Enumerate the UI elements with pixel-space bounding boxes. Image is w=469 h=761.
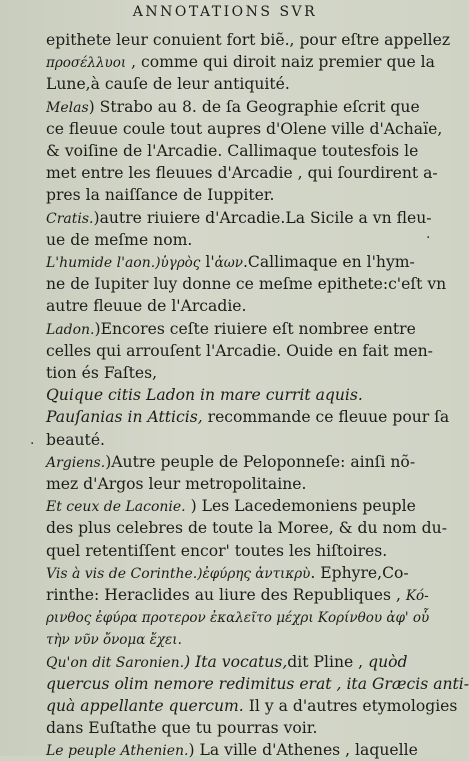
- text-line: [46, 208, 432, 229]
- text-run: , comme qui diroit naiz premier que la: [126, 53, 435, 72]
- text-line: [46, 563, 422, 584]
- text-line: [46, 407, 450, 427]
- text-line: [46, 97, 422, 118]
- text-line: [46, 652, 422, 673]
- text-line: [46, 740, 422, 761]
- text-line: [46, 319, 422, 340]
- greek-text: Κό-: [405, 588, 429, 604]
- text-run: .Callimaque en l'hym-: [242, 253, 415, 271]
- text-line: [46, 541, 422, 561]
- text-run: recommande ce fleuue pour ſa: [202, 408, 450, 427]
- text-run: dit Pline ,: [287, 652, 369, 671]
- text-run: mez d'Argos leur metropolitaine.: [46, 475, 307, 493]
- italic-text: quà appellante quercum.: [46, 697, 244, 715]
- text-run: & voiſine de l'Arcadie. Callimaque toutesfois le: [46, 142, 419, 160]
- text-run: )Encores ceſte riuiere eſt nombree entre: [94, 319, 416, 338]
- text-line: [46, 585, 429, 606]
- text-line: [46, 696, 458, 716]
- text-run: l': [200, 253, 215, 271]
- text-run: dans Euſtathe que tu pourras voir.: [46, 719, 318, 738]
- text-run: ne de Iupiter luy donne ce meſme epithete:c'eſt vn: [46, 275, 447, 294]
- text-line: [46, 341, 433, 361]
- greek-text: ρινθος ἐφύρα προτερον ἐκαλεῖτο μέχρι Κορίνθου ἀφ' οὗ: [46, 610, 430, 627]
- italic-text: Cratis.: [46, 210, 94, 227]
- text-run: ce fleuue coule tout aupres d'Olene ville d'Achaïe,: [46, 119, 443, 138]
- italic-text: Argiens.: [46, 454, 106, 471]
- text-run: ) La ville d'Athenes , laquelle: [188, 741, 418, 760]
- text-line: [46, 230, 422, 250]
- text-run: )autre riuiere d'Arcadie.La Sicile a vn fleu-: [93, 208, 432, 227]
- text-line: [46, 185, 422, 205]
- text-line: [46, 718, 422, 738]
- greek-text: )ἐφύρης ἀντικρὺ: [197, 565, 311, 582]
- text-line: [46, 163, 438, 183]
- text-line: [46, 141, 422, 161]
- text-run: des plus celebres de toute la Moree, & du nom du-: [46, 519, 447, 538]
- italic-text: quercus olim nemore redimitus erat , ita Græcis anti-: [46, 674, 469, 693]
- italic-text: Vis à vis de Corinthe.: [46, 565, 198, 582]
- text-line: [46, 518, 447, 538]
- greek-text: )ὑγρὸς: [155, 255, 201, 271]
- text-run: autre fleuue de l'Arcadie.: [46, 297, 247, 316]
- text-run: epithete leur conuient fort biẽ., pour eſtre appellez: [46, 31, 451, 49]
- greek-text: τὴν νῦν ὄνομα ἔχει.: [46, 632, 182, 649]
- text-run: beauté.: [46, 430, 106, 449]
- text-run: ue de meſme nom.: [46, 230, 193, 249]
- text-line: [46, 607, 430, 628]
- text-line: [46, 430, 422, 450]
- text-run: quel retentiſſent encor' toutes les hiſtoires.: [46, 541, 388, 560]
- running-head: ANNOTATIONS SVR: [132, 4, 318, 20]
- italic-text: Pauſanias in Atticis,: [46, 408, 203, 427]
- italic-text: Qu'on dit Saronien.: [46, 654, 185, 671]
- text-line: [46, 363, 422, 383]
- text-run: rinthe: Heraclides au liure des Republiques ,: [46, 586, 406, 604]
- text-run: met entre les fleuues d'Arcadie , qui ſourdirent a-: [46, 164, 438, 183]
- text-line: [46, 296, 422, 316]
- text-run: tion és Faſtes,: [46, 364, 158, 382]
- italic-text: L'humide l'aon.: [46, 255, 156, 271]
- text-run: celles qui arrouſent l'Arcadie. Ouide en fait men-: [46, 341, 433, 360]
- margin-mark: ·: [30, 436, 35, 452]
- text-run: pres la naiſſance de Iuppiter.: [46, 186, 275, 205]
- text-line: [46, 74, 422, 94]
- text-line: [46, 52, 435, 73]
- text-run: Il y a d'autres etymologies: [243, 697, 458, 715]
- text-line: [46, 474, 422, 494]
- text-line: [46, 274, 447, 294]
- italic-text: quòd: [368, 652, 408, 671]
- text-run: ) Strabo au 8. de ſa Geographie eſcrit que: [88, 97, 420, 116]
- italic-text: Quique citis Ladon in mare currit aquis.: [46, 386, 363, 405]
- text-run: )Autre peuple de Peloponneſe: ainſi nõ-: [105, 452, 416, 471]
- text-line: [46, 252, 422, 273]
- text-line: [46, 385, 422, 405]
- text-line: [46, 30, 451, 50]
- italic-text: Et ceux de Laconie.: [46, 499, 186, 516]
- text-line: [46, 496, 422, 517]
- italic-text: ) Ita vocatus,: [184, 652, 288, 671]
- margin-mark: .: [426, 226, 431, 242]
- text-line: [46, 119, 443, 139]
- greek-text: ἀων: [214, 255, 243, 271]
- text-line: [46, 452, 422, 473]
- greek-text: προσέλλυοι: [46, 55, 127, 72]
- italic-text: Ladon.: [46, 321, 95, 338]
- text-line: [46, 629, 422, 650]
- text-run: Lune,à cauſe de leur antiquité.: [46, 75, 290, 94]
- text-run: ) Les Lacedemoniens peuple: [185, 497, 416, 516]
- italic-text: Le peuple Athenien.: [46, 743, 189, 760]
- text-line: [46, 674, 469, 694]
- italic-text: Melas: [46, 99, 89, 116]
- text-run: . Ephyre,Co-: [310, 563, 409, 582]
